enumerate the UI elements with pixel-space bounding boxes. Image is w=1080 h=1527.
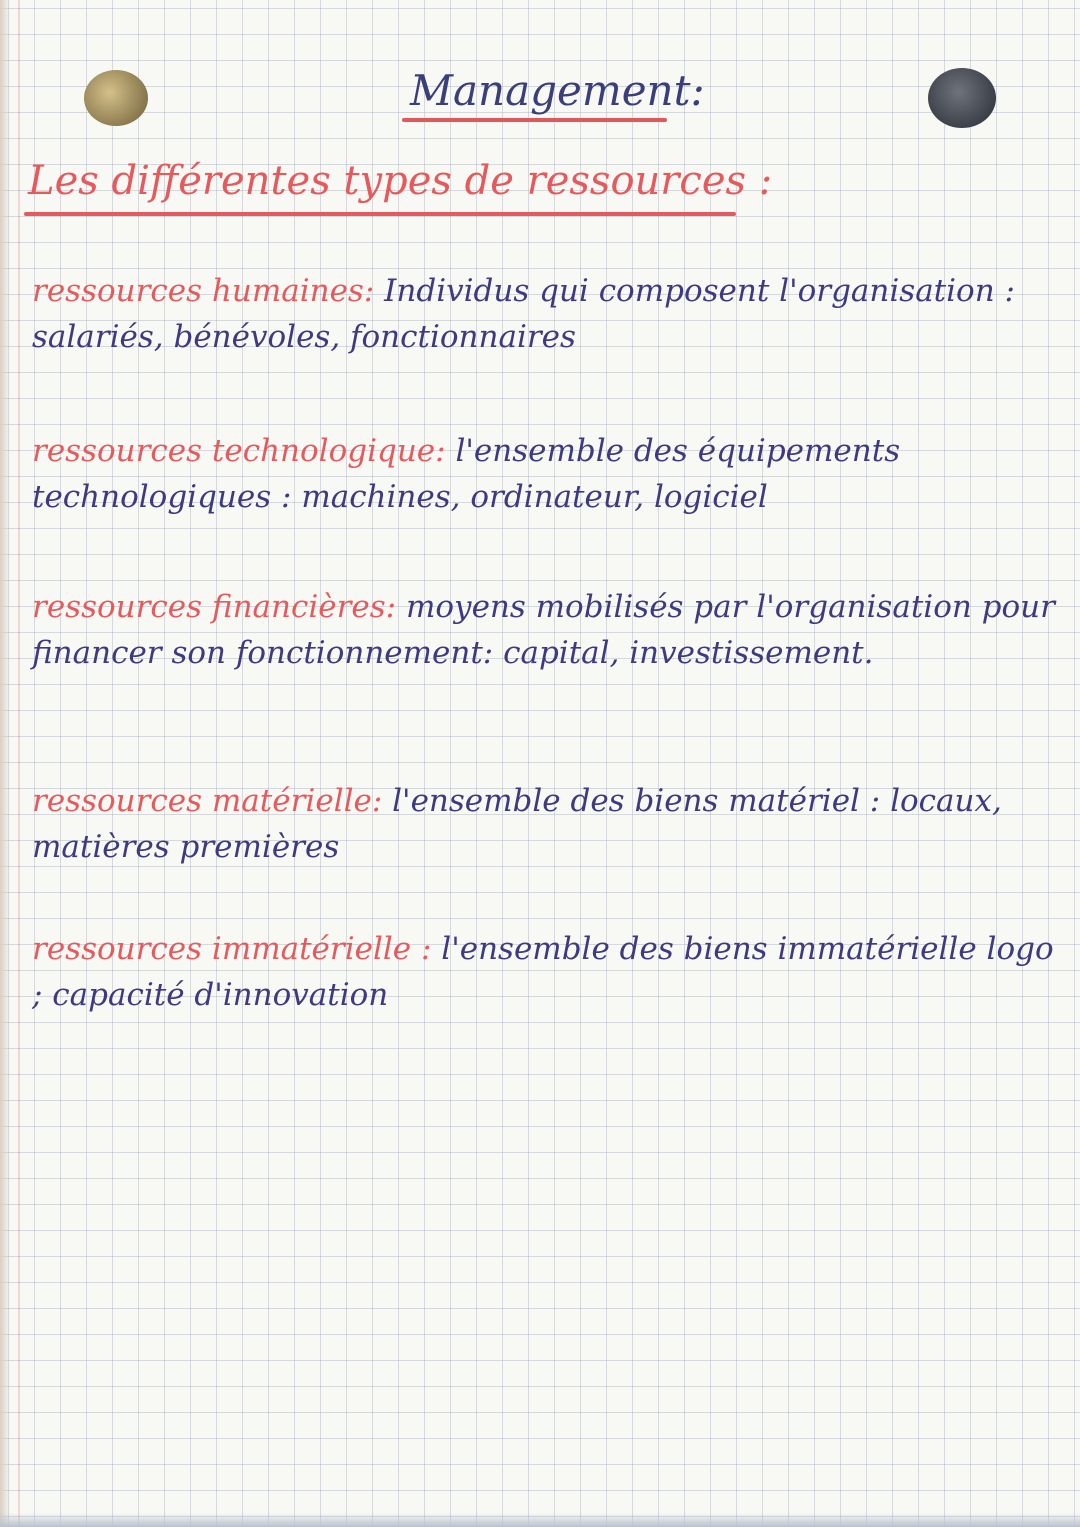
entry-definition: l'ensemble des biens immatérielle logo ; capacité d'innovation	[32, 931, 1054, 1013]
entry-definition: moyens mobilisés par l'organisation pour financer son fonctionnement: capital, investissement.	[32, 589, 1055, 671]
entry-human-resources	[32, 268, 1067, 360]
heading-underline	[24, 212, 736, 216]
entry-term: ressources technologique:	[32, 433, 446, 469]
entry-term: ressources matérielle:	[32, 783, 383, 819]
entry-financial-resources	[32, 584, 1067, 676]
entry-definition: l'ensemble des biens matériel : locaux, matières premières	[32, 783, 1002, 865]
paper-left-edge	[0, 0, 10, 1527]
margin-line	[18, 0, 20, 1527]
entry-definition: Individus qui composent l'organisation : salariés, bénévoles, fonctionnaires	[32, 273, 1015, 355]
paper-bottom-edge	[0, 1513, 1080, 1527]
title-underline	[402, 118, 667, 122]
punch-hole-right	[928, 68, 996, 128]
entry-term: ressources financières:	[32, 589, 397, 625]
entry-technological-resources	[32, 428, 1067, 520]
section-heading: Les différentes types de ressources :	[28, 158, 773, 204]
punch-hole-left	[84, 70, 148, 126]
entry-material-resources	[32, 778, 1067, 870]
entry-term: ressources immatérielle :	[32, 931, 432, 967]
entry-definition: l'ensemble des équipements technologiques : machines, ordinateur, logiciel	[32, 433, 901, 515]
entry-term: ressources humaines:	[32, 273, 375, 309]
page-title: Management:	[410, 66, 705, 115]
entry-immaterial-resources	[32, 926, 1067, 1018]
